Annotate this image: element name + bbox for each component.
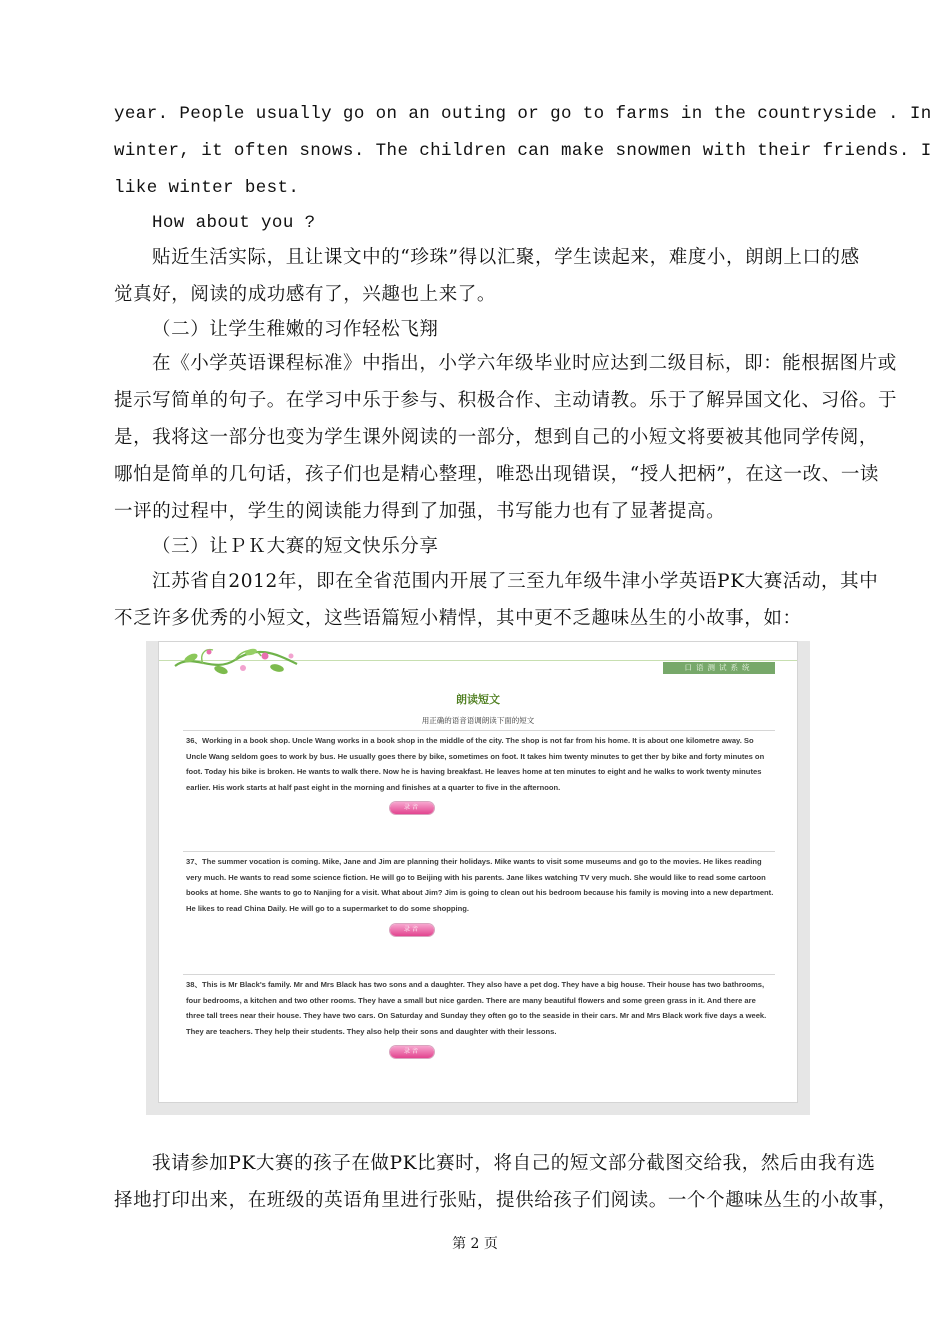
text-line: 哪怕是简单的几句话，孩子们也是精心整理，唯恐出现错误，“授人把柄”，在这一改、一读	[114, 464, 880, 485]
oral-test-panel	[158, 641, 798, 1103]
divider	[183, 730, 775, 731]
text-line: like winter best.	[114, 178, 300, 198]
divider	[183, 974, 775, 975]
text-line: year. People usually go on an outing or go to farms in the countryside . In	[114, 104, 932, 124]
text-line: 在《小学英语课程标准》中指出，小学六年级毕业时应达到二级目标，即：能根据图片或	[152, 353, 897, 374]
vine-decoration-icon	[173, 644, 313, 678]
figure-title: 朗读短文	[456, 694, 500, 706]
divider	[183, 851, 775, 852]
record-button[interactable]: 录音	[390, 1046, 434, 1058]
text-line: 是，我将这一部分也变为学生课外阅读的一部分，想到自己的小短文将要被其他同学传阅，	[114, 427, 879, 448]
text-line: 觉真好，阅读的成功感有了，兴趣也上来了。	[114, 284, 497, 305]
figure-subtitle: 用正确的语音语调朗读下面的短文	[421, 716, 535, 725]
page-number: 第 2 页	[452, 1236, 498, 1252]
text-line: winter, it often snows. The children can make snowmen with their friends. I	[114, 141, 932, 161]
record-button[interactable]: 录音	[390, 924, 434, 936]
system-label: 口语测试系统	[663, 662, 775, 674]
text-line: 我请参加PK大赛的孩子在做PK比赛时，将自己的短文部分截图交给我，然后由我有选	[152, 1153, 876, 1174]
text-line: 不乏许多优秀的小短文，这些语篇短小精悍，其中更不乏趣味丛生的小故事，如：	[114, 608, 802, 629]
text-line: How about you ?	[152, 213, 316, 233]
passage-36: 36、Working in a book shop. Uncle Wang works in a book shop in the middle of the city. The shop is not far from his home. It is about one kilometre away. So Uncle Wang seldom goes to work by bus. He usually goes there by bike, sometimes on foot. It takes him twenty minutes to get ther by bike and forty minutes on foot. Today his bike is broken. He wants to walk there. Now he is having breakfast. He leaves home at ten minutes to eight and he walks to work twenty minutes earlier. His work starts at half past eight in the morning and finishes at a quarter to five in the afternoon.	[186, 736, 765, 793]
screenshot-figure	[146, 641, 810, 1115]
text-line: 贴近生活实际，且让课文中的“珍珠”得以汇聚，学生读起来，难度小，朗朗上口的感	[152, 247, 860, 268]
passage-38: 38、This is Mr Black's family. Mr and Mrs Black has two sons and a daughter. They also have a pet dog. They have a big house. Their house has two bathrooms, four bedrooms, a kitchen and two other rooms. They have a small but nice garden. There are many beautiful flowers and some green grass in it. And there are three tall trees near their house. They have two cars. On Saturday and Sunday they often go to the seaside in their cars. Mr and Mrs Black work five days a week. They are teachers. They help their students. They also help their sons and daughter with their lessons.	[186, 980, 767, 1037]
text-line: 江苏省自2012年，即在全省范围内开展了三至九年级牛津小学英语PK大赛活动，其中	[152, 571, 879, 592]
passage-37: 37、The summer vocation is coming. Mike, Jane and Jim are planning their holidays. Mike wants to visit some museums and go to the movies. He likes reading very much. He wants to read some science fiction. He will go to Beijing with his parents. Jane likes watching TV very much. She would like to read some cartoon books at home. She wants to go to Nanjing for a visit. What about Jim? Jim is going to clean out his bedroom because his family is moving into a new department. He likes to read China Daily. He will go to a supermarket to do some shopping.	[186, 857, 774, 914]
record-button[interactable]: 录音	[390, 802, 434, 814]
text-line: 提示写简单的句子。在学习中乐于参与、积极合作、主动请教。乐于了解异国文化、习俗。于	[114, 390, 898, 411]
text-line: 一评的过程中，学生的阅读能力得到了加强，书写能力也有了显著提高。	[114, 501, 726, 522]
text-line: 择地打印出来，在班级的英语角里进行张贴，提供给孩子们阅读。一个个趣味丛生的小故事，	[114, 1190, 898, 1211]
section-heading: （二）让学生稚嫩的习作轻松飞翔	[152, 319, 439, 340]
section-heading: （三）让ＰＫ大赛的短文快乐分享	[152, 536, 439, 557]
